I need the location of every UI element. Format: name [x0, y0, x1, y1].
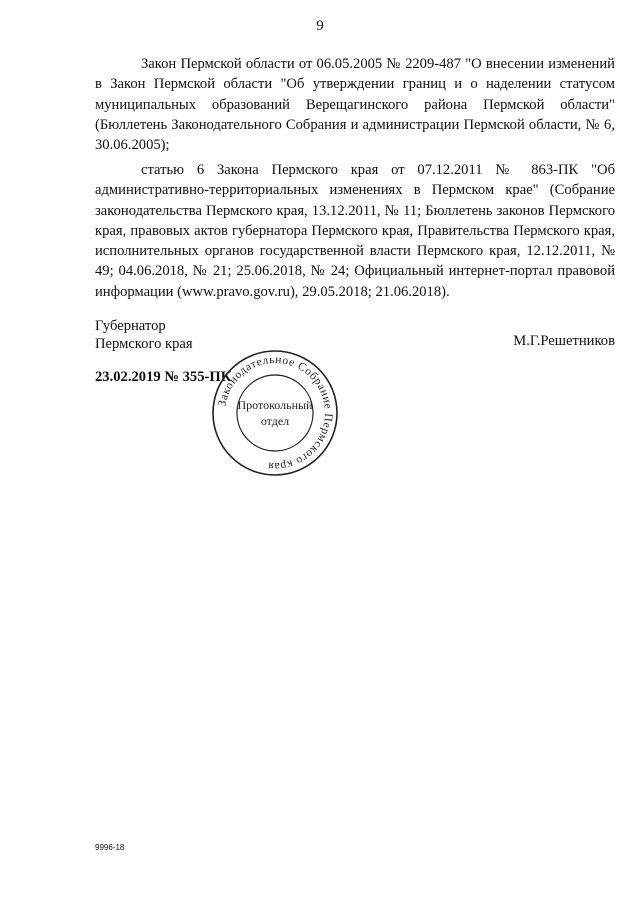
body-paragraph-1: Закон Пермской области от 06.05.2005 № 2209-487 "О внесении изменений в Закон Пермской области "Об утверждении границ и о наделении статусом муниципальных образований Верещагинского района Пермской области" (Бюллетень Законодательного Собрания и администрации Пермской области, № 6, 30.06.2005); — [95, 56, 615, 154]
signatory-title-line1: Губернатор — [95, 318, 166, 334]
round-stamp — [210, 348, 340, 478]
stamp-center-line1: Протокольный — [237, 398, 313, 412]
signatory-title-line2: Пермского края — [95, 336, 193, 352]
footer-code: 9996-18 — [95, 843, 125, 852]
page-number: 9 — [316, 18, 324, 34]
stamp-ring-text: Законодательное Собрание Пермского края — [216, 353, 335, 473]
body-paragraph-2: статью 6 Закона Пермского края от 07.12.2011 № 863-ПК "Об административно-территориальных изменениях в Пермском крае" (Собрание законодательства Пермского края, 13.12.2011, № 11; Бюллетень законов Пермского края, правовых актов губернатора Пермского края, Правительства Пермского края, исполнительных органов государственной власти Пермского края, 12.12.2011, № 49; 04.06.2018, № 21; 25.06.2018, № 24; Официальный интернет-портал правовой информации (www.pravo.gov.ru), 29.05.2018; 21.06.2018). — [95, 162, 615, 300]
signatory-name: М.Г.Решетников — [513, 333, 615, 349]
signatory-title — [95, 317, 193, 353]
document-date-number: 23.02.2019 № 355-ПК — [95, 369, 232, 385]
stamp-center-line2: отдел — [260, 414, 290, 428]
